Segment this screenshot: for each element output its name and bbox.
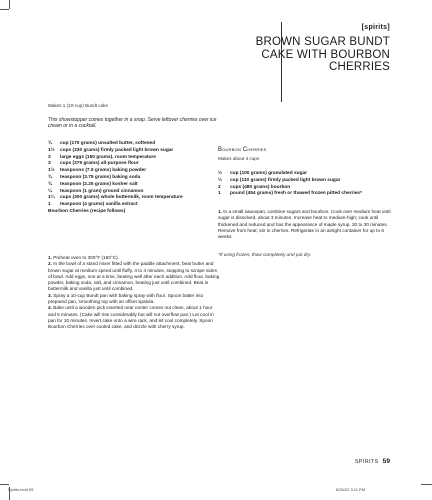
crop-mark-top-left-vertical [9,0,10,9]
ingredient-item: 2 cups (480 grams) bourbon [218,184,291,190]
crop-mark-top-left [0,9,9,10]
ingredient-item: ½ cup (110 grams) firmly packed light brown sugar [218,177,341,183]
page-number: 59 [382,458,390,465]
method-step: 2. In the bowl of a stand mixer fitted with the paddle attachment, beat butter and brown sugar at medium speed until fluffy, 3 to 4 minutes, stopping to scrape sides of bowl. Add eggs, one at a time, beating well after each addition. Add flour, baking powder, baking soda, salt, and cinnamon, beating just until combined. Beat in buttermilk and vanilla just until combined. [48,261,220,292]
ingredient-item: 3 cups (375 grams) all-purpose flour [48,161,139,167]
folio-section: SPIRITS [354,459,379,465]
page-folio [355,458,390,465]
subrecipe-yield: Makes about 4 cups [218,156,260,161]
ingredient-item: ¾ teaspoon (2.25 grams) kosher salt [48,181,138,187]
cake-intro: This showstopper comes together in a snap. Serve leftover cherries over ice cream or in a cocktail. [48,117,217,130]
ingredient-item: ¾ teaspoon (3.75 grams) baking soda [48,174,141,180]
ingredient-item: ½ cup (100 grams) granulated sugar [218,171,308,176]
cake-method [48,255,220,331]
crop-mark-bottom-right [421,484,432,485]
crop-mark-bottom-left [0,484,9,485]
method-step: 1. Preheat oven to 300°F (150°C). [48,255,119,260]
ingredient-item: ¼ teaspoon (1 gram) ground cinnamon [48,188,144,194]
method-step: 1. In a small saucepan, combine sugars and bourbon. Cook over medium heat until sugar is dissolved, about 3 minutes. Increase heat to medium-high; cook until thickened and reduced and has the appearance of maple syrup, 20 to 30 minutes. Remove from heat; stir in cherries. Refrigerate in an airtight container for up to 6 weeks. [218,209,391,240]
ingredient-item: 1¼ cups (300 grams) whole buttermilk, room temperature [48,195,183,201]
ingredient-item: 1½ cups (330 grams) firmly packed light brown sugar [48,147,174,153]
subrecipe-note: *If using frozen, thaw completely and pat dry. [218,252,312,257]
recipe-title: BROWN SUGAR BUNDT CAKE WITH BOURBON CHERRIES [255,36,390,73]
method-step: 4. Bake until a wooden pick inserted near center comes out clean, about 1 hour and 5 minutes. (Cake will rise considerably but will not overflow pan.) Let cool in pan for 10 minutes. Invert cake onto a wire rack, and let cool completely. Spoon Bourbon Cherries over cooled cake, and drizzle with cherry syrup. [48,305,214,330]
ingredient-item: 3 large eggs (150 grams), room temperature [48,154,156,160]
slug-filename: Spirits.indd 59 [8,487,34,492]
ingredient-footer: Bourbon Cherries (recipe follows) [48,208,126,214]
slug-timestamp: 8/26/22 3:11 PM [336,487,366,492]
ingredient-item: 1 teaspoon (4 grams) vanilla extract [48,202,138,208]
ingredient-item: 1 pound (454 grams) fresh or thawed frozen pitted cherries* [218,191,362,197]
subrecipe-title: Bourbon Cherries [218,147,267,153]
cake-ingredient-list [48,141,228,216]
cake-yield: Makes 1 (10-cup) Bundt cake [48,103,109,108]
subrecipe-ingredient-list [218,171,408,198]
subrecipe-method [218,209,396,240]
method-step: 3. Spray a 10-cup Bundt pan with baking spray with flour. Spoon batter into prepared pan, smoothing top with an offset spatula. [48,292,204,305]
ingredient-item: 1½ teaspoons (7.5 grams) baking powder [48,168,147,174]
ingredient-item: ¾ cup (170 grams) unsalted butter, softened [48,141,156,146]
section-tag: [spirits] [361,24,390,31]
